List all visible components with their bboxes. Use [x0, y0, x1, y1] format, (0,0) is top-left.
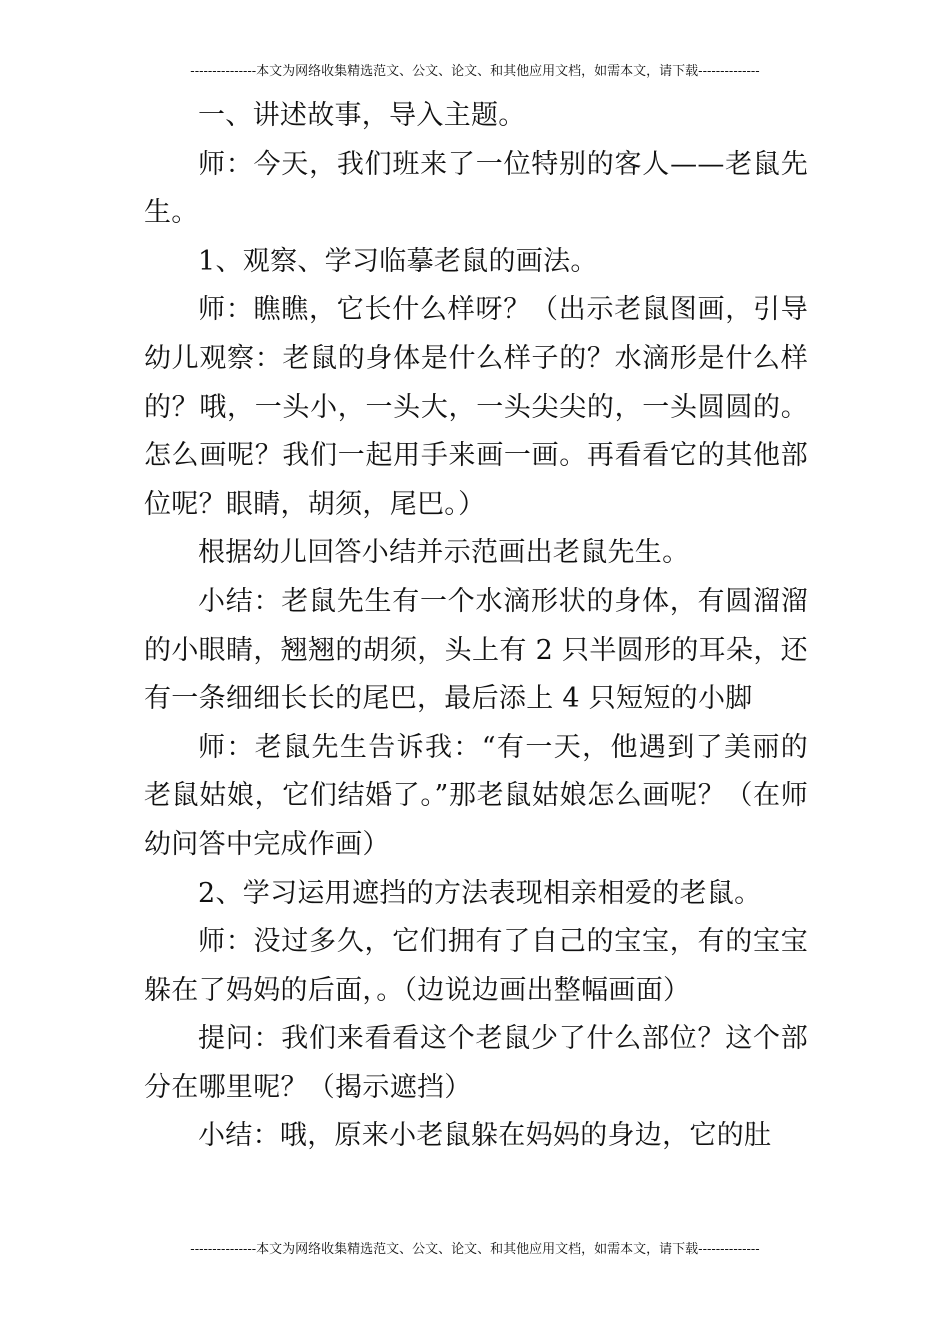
paragraph-3: 1、观察、学习临摹老鼠的画法。 — [198, 245, 598, 277]
page-footer: ---------------本文为网络收集精选范文、公文、论文、和其他应用文档，如需本文，请下载-------------- — [190, 1242, 760, 1257]
paragraph-2: 师：今天，我们班来了一位特别的客人——老鼠先生。 — [144, 148, 808, 229]
page-header: ---------------本文为网络收集精选范文、公文、论文、和其他应用文档，如需本文，请下载-------------- — [190, 64, 760, 79]
paragraph-9: 师：没过多久，它们拥有了自己的宝宝，有的宝宝躲在了妈妈的后面，。（边说边画出整幅画面） — [144, 926, 808, 1006]
paragraph-6: 小结：老鼠先生有一个水滴形状的身体，有圆溜溜的小眼睛，翘翘的胡须，头上有 2 只半圆形的耳朵，还有一条细细长长的尾巴，最后添上 4 只短短的小脚 — [144, 585, 808, 715]
paragraph-11: 小结：哦，原来小老鼠躲在妈妈的身边，它的肚 — [198, 1120, 772, 1152]
document-body — [144, 92, 808, 1161]
paragraph-5: 根据幼儿回答小结并示范画出老鼠先生。 — [198, 537, 690, 569]
paragraph-10: 提问：我们来看看这个老鼠少了什么部位？这个部分在哪里呢？（揭示遮挡） — [144, 1023, 808, 1103]
paragraph-1: 一、讲述故事，导入主题。 — [198, 100, 526, 131]
paragraph-8: 2、学习运用遮挡的方法表现相亲相爱的老鼠。 — [198, 877, 762, 909]
paragraph-7: 师：老鼠先生告诉我：“有一天，他遇到了美丽的老鼠姑娘，它们结婚了。”那老鼠姑娘怎么画呢？（在师幼问答中完成作画） — [144, 731, 808, 860]
paragraph-4: 师：瞧瞧，它长什么样呀？（出示老鼠图画，引导幼儿观察：老鼠的身体是什么样子的？水滴形是什么样的？哦，一头小，一头大，一头尖尖的，一头圆圆的。怎么画呢？我们一起用手来画一画。再看看它的其他部位呢？眼睛，胡须，尾巴。） — [144, 294, 808, 520]
